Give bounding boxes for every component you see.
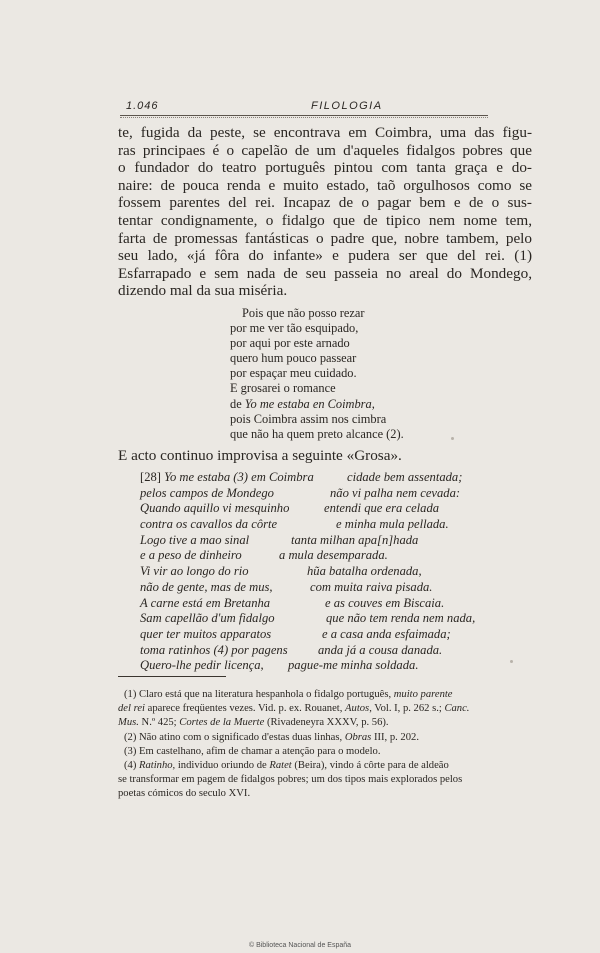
footnote-italic: Cortes de la Muerte (179, 717, 265, 729)
grosa-second-half: cidade bem assentada; (347, 470, 463, 484)
footnote-italic: Ratet (269, 760, 292, 772)
grosa-second-half: não vi palha nem cevada: (330, 485, 461, 500)
grosa-line (140, 611, 540, 627)
library-credit: © Biblioteca Nacional de España (248, 942, 352, 949)
footnote-text: N.º 425; (138, 717, 180, 729)
footnote-text: (Beira), vindo á côrte para de aldeão (291, 760, 449, 772)
grosa-line (140, 564, 540, 580)
verse-line (230, 397, 470, 412)
prose-line: fossem parentes del rei. Incapaz de o pagar bem e de o sus- (118, 194, 532, 212)
grosa-second-half: tanta milhan apa[n]hada (291, 532, 419, 547)
verse-number: [28] (140, 470, 165, 484)
grosa-line (140, 470, 540, 486)
footnote-italic: muito parente (393, 689, 453, 700)
section-title: FILOLOGIA (311, 100, 383, 112)
footnote-4 (118, 759, 532, 773)
footnote-text: individuo oriundo de (175, 760, 270, 772)
footnote-2 (118, 731, 532, 745)
prose-paragraph-1 (118, 124, 532, 300)
footnote-text: , Vol. I, p. 262 s.; (369, 703, 445, 715)
grosa-second-half: hũa batalha ordenada, (307, 564, 422, 579)
footnote-italic: Obras (344, 731, 372, 743)
footnote-text: (1) Claro está que na literatura hespanhola o fidalgo português, (124, 689, 394, 700)
header-rule (120, 115, 488, 118)
footnote-italic: del rei (118, 703, 145, 715)
prose-paragraph-2: E acto continuo improvisa a seguinte «Grosa». (118, 447, 402, 464)
footnote-4-cont: poetas cómicos do seculo XVI. (118, 788, 251, 800)
romance-title: Yo me estaba en Coimbra, (244, 396, 375, 411)
verse-line: pois Coimbra assim nos cimbra (230, 411, 387, 426)
grosa-first-half: Yo me estaba (3) em Coimbra (164, 470, 314, 484)
verse-stanza (230, 306, 470, 442)
verse-line: E grosarei o romance (230, 381, 336, 396)
prose-line: farta de promessas fantásticas o padre que, nobre tambem, pelo (118, 229, 532, 247)
grosa-first-half: não de gente, mas de mus, (140, 579, 273, 594)
grosa-poem (140, 470, 540, 674)
prose-line: dizendo mal da sua miséria. (118, 282, 288, 300)
prose-line: naire: de pouca renda e muito estado, taõ orgulhosos como se (118, 176, 532, 194)
footnote-1 (118, 688, 532, 702)
footnote-text: (Rivadeneyra XXXV, p. 56). (264, 717, 389, 729)
prose-line: Esfarrapado e sem nada de seu passeia no areal do Mondego, (118, 264, 532, 282)
footnote-1-cont (118, 702, 532, 716)
paper-speck (451, 437, 454, 440)
grosa-second-half: pague-me minha soldada. (288, 658, 419, 673)
footnote-italic: Canc. (444, 703, 470, 715)
grosa-first-half: Vi vir ao longo do rio (140, 564, 249, 579)
grosa-first-half: Quando aquillo vi mesquinho (140, 501, 290, 516)
grosa-line (140, 548, 540, 564)
grosa-line (140, 517, 540, 533)
verse-text: de (230, 396, 245, 411)
grosa-first-half: e a peso de dinheiro (140, 548, 242, 563)
grosa-second-half: e minha mula pellada. (336, 517, 449, 532)
paper-speck (510, 660, 513, 663)
grosa-second-half: e as couves em Biscaia. (325, 595, 445, 610)
footnote-italic: Autos (345, 703, 370, 715)
prose-line: o fundador do teatro português pintou com tanta graça e do- (118, 159, 532, 177)
grosa-line (140, 643, 540, 659)
grosa-line (140, 627, 540, 643)
grosa-second-half: anda já a cousa danada. (318, 642, 443, 657)
verse-line: que não ha quem preto alcance (2). (230, 426, 404, 441)
prose-line: tentar condignamente, o fidalgo que de tipico nem nome tem, (118, 211, 532, 229)
prose-line: te, fugida da peste, se encontrava em Coimbra, uma das figu- (118, 124, 532, 141)
verse-line: por espaçar meu cuidado. (230, 366, 357, 381)
footnote-italic: Ratinho, (139, 760, 176, 772)
grosa-second-half: a mula desemparada. (279, 548, 388, 563)
verse-line: por aqui por este arnado (230, 336, 350, 351)
footnote-text: (2) Não atino com o significado d'estas duas linhas, (124, 731, 345, 743)
footnote-text: aparece freqüentes vezes. Vid. p. ex. Rouanet, (144, 703, 346, 715)
grosa-line (140, 658, 540, 674)
prose-line: seu lado, «já fôra do infante» e pudera ser que del rei. (1) (118, 247, 532, 265)
footnote-text: III, p. 202. (371, 731, 419, 743)
footnotes (118, 688, 532, 802)
grosa-first-half: Sam capellão d'um fidalgo (140, 611, 275, 626)
grosa-first-half: contra os cavallos da côrte (140, 517, 278, 532)
footnote-3: (3) Em castelhano, afim de chamar a atenção para o modelo. (124, 745, 381, 757)
grosa-second-half: com muita raiva pisada. (310, 579, 433, 594)
grosa-line (140, 486, 540, 502)
grosa-line (140, 533, 540, 549)
grosa-line (140, 580, 540, 596)
footnote-1-cont (118, 716, 532, 730)
grosa-first-half: A carne está em Bretanha (140, 595, 271, 610)
prose-line: ras principaes é o capelão de um d'aqueles fidalgos pobres que (118, 141, 532, 159)
footnote-text: (4) (124, 760, 140, 772)
footnote-4-cont: se transformar em pagem de fidalgos pobres; um dos tipos mais explorados pelos (118, 774, 463, 786)
verse-line: Pois que não posso rezar (242, 306, 365, 320)
grosa-first-half: pelos campos de Mondego (140, 485, 274, 500)
grosa-first-half: toma ratinhos (4) por pagens (140, 642, 288, 657)
grosa-second-half: que não tem renda nem nada, (326, 611, 476, 626)
page-number: 1.046 (126, 100, 159, 112)
grosa-second-half: e a casa anda esfaimada; (322, 626, 451, 641)
footnote-italic: Mus. (118, 717, 139, 729)
verse-line: por me ver tão esquipado, (230, 321, 359, 336)
grosa-first-half: Quero-lhe pedir licença, (140, 658, 264, 673)
grosa-line (140, 596, 540, 612)
grosa-first-half: Logo tive a mao sinal (140, 532, 250, 547)
grosa-first-half: quer ter muitos apparatos (140, 626, 272, 641)
grosa-second-half: entendi que era celada (324, 501, 440, 516)
verse-line: quero hum pouco passear (230, 351, 357, 366)
footnote-rule (118, 676, 226, 677)
grosa-line (140, 501, 540, 517)
